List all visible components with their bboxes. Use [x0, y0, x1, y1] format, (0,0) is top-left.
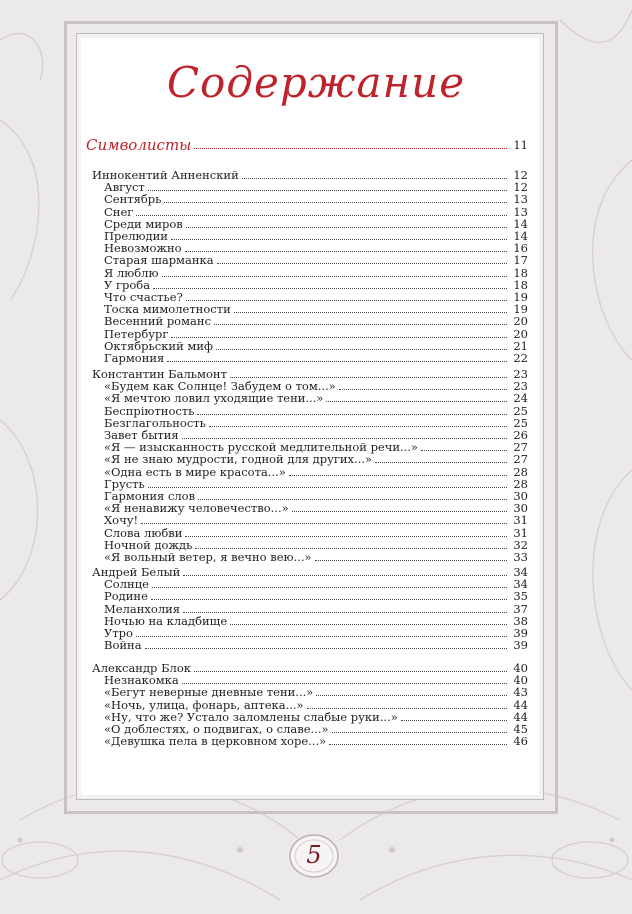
toc-entry-page: 13 [513, 192, 528, 207]
dot-leader [216, 349, 507, 350]
toc-entry[interactable] [104, 551, 528, 564]
toc-entry-page: 27 [513, 440, 528, 455]
toc-entry-page: 16 [513, 241, 528, 256]
toc-section-page: 11 [513, 138, 528, 152]
toc-author-page: 40 [513, 661, 528, 675]
toc-entry-page: 40 [513, 673, 528, 688]
dot-leader [136, 215, 507, 216]
dot-leader [153, 288, 507, 289]
toc-entry-label: Весенний романс [104, 314, 212, 329]
toc-entry-page: 21 [513, 338, 528, 353]
toc-entry-page: 46 [513, 734, 528, 749]
toc-entry-page: 22 [513, 351, 528, 365]
toc-entry-label: «Бегут неверные дневные тени...» [104, 685, 314, 700]
dot-leader [339, 389, 507, 390]
toc-entry-page: 39 [513, 626, 528, 640]
dot-leader [186, 300, 507, 301]
toc-entry-label: Хочу! [104, 513, 139, 528]
toc-entry-label: «Ну, что же? Устало заломлены слабые руки...» [104, 709, 398, 724]
toc-entry-label: Невозможно [104, 241, 182, 256]
toc-entry-label: Утро [104, 626, 133, 640]
toc-entry-page: 13 [513, 204, 528, 219]
dot-leader [185, 251, 507, 252]
toc-entry-page: 19 [513, 290, 528, 304]
toc-entry-label: У гроба [104, 277, 151, 292]
dot-leader [145, 648, 507, 649]
toc-section[interactable] [86, 136, 528, 154]
toc-entry-label: Ночью на кладбище [104, 613, 228, 628]
toc-entry[interactable] [104, 502, 528, 515]
toc-entry-page: 43 [513, 685, 528, 700]
toc-entry-label: Безглагольность [104, 415, 206, 430]
toc-entry-page: 34 [513, 577, 528, 592]
dot-leader [183, 612, 507, 613]
toc-author-label: Александр Блок [92, 661, 191, 675]
dot-leader [152, 587, 507, 588]
dot-leader [197, 414, 507, 415]
toc-entry-label: Родине [104, 589, 148, 604]
toc-entry-page: 14 [513, 229, 528, 243]
toc-entry-label: Солнце [104, 577, 149, 592]
toc-entry-page: 23 [513, 379, 528, 394]
toc-entry[interactable] [104, 627, 528, 640]
dot-leader [162, 276, 507, 277]
toc-entry-label: «Одна есть в мире красота...» [104, 464, 286, 479]
toc-entry[interactable] [104, 254, 528, 267]
toc-entry-label: Среди миров [104, 216, 183, 231]
toc-entry-label: «Я ненавижу человечество...» [104, 501, 289, 516]
toc-entry-label: Август [104, 180, 145, 195]
toc-entry-label: Беспріютность [104, 403, 195, 418]
toc-entry-page: 17 [513, 253, 528, 268]
dot-leader [186, 227, 507, 228]
toc-entry-label: «Я мечтою ловил уходящие тени...» [104, 391, 324, 406]
toc-entry-page: 18 [513, 277, 528, 292]
toc-entry-page: 25 [513, 415, 528, 430]
toc-entry-page: 28 [513, 476, 528, 491]
dot-leader [136, 636, 507, 637]
toc-entry-page: 38 [513, 613, 528, 628]
toc-entry-label: Тоска мимолетности [104, 302, 231, 317]
dot-leader [217, 263, 507, 264]
toc-entry-page: 45 [513, 722, 528, 736]
toc-entry[interactable] [104, 340, 528, 353]
page-number-badge [288, 832, 340, 880]
toc-entry-page: 18 [513, 265, 528, 280]
toc-entry-label: «Я вольный ветер, я вечно вею...» [104, 550, 312, 564]
dot-leader [167, 361, 507, 362]
toc-author-label: Константин Бальмонт [92, 367, 227, 381]
toc-entry[interactable] [104, 352, 528, 365]
dot-leader [307, 708, 507, 709]
dot-leader [209, 426, 507, 427]
toc-author[interactable] [92, 566, 528, 579]
toc-author-page: 12 [513, 168, 528, 182]
toc-author-page: 23 [513, 367, 528, 381]
toc-entry[interactable] [104, 181, 528, 194]
dot-leader [194, 671, 507, 672]
toc-entry-label: Снег [104, 204, 134, 219]
toc-entry-label: Петербург [104, 326, 169, 341]
toc-entry[interactable] [104, 267, 528, 280]
toc-author-label: Андрей Белый [92, 565, 181, 579]
toc-entry-label: Грусть [104, 476, 145, 491]
toc-entry-page: 39 [513, 638, 528, 653]
toc-entry-label: «Я не знаю мудрости, годной для других...» [104, 452, 373, 467]
toc-entry-label: Октябрьский миф [104, 338, 214, 353]
toc-entry[interactable] [104, 735, 528, 748]
dot-leader [164, 202, 507, 203]
dot-leader [151, 599, 507, 600]
dot-leader [171, 239, 507, 240]
toc-entry-page: 35 [513, 589, 528, 604]
dot-leader [185, 536, 507, 537]
dot-leader [148, 190, 507, 191]
toc-entry-label: Сентябрь [104, 192, 162, 207]
toc-entry-page: 31 [513, 513, 528, 528]
toc-entry-page: 44 [513, 697, 528, 712]
dot-leader [234, 312, 507, 313]
toc-entry-page: 27 [513, 452, 528, 467]
dot-leader [214, 324, 507, 325]
dot-leader [315, 560, 507, 561]
toc-entry-page: 30 [513, 489, 528, 503]
dot-leader [198, 499, 507, 500]
toc-entry-page: 12 [513, 180, 528, 195]
toc-entry-page: 32 [513, 537, 528, 552]
toc-entry-label: Ночной дождь [104, 537, 193, 552]
dot-leader [182, 438, 507, 439]
toc-entry[interactable] [104, 639, 528, 652]
dot-leader [171, 337, 507, 338]
dot-leader [401, 720, 507, 721]
toc-entry-label: Слова любви [104, 525, 183, 540]
dot-leader [332, 732, 507, 733]
toc-author-label: Иннокентий Анненский [92, 168, 239, 182]
toc-entry-page: 33 [513, 550, 528, 564]
dot-leader [230, 624, 507, 625]
dot-leader [375, 462, 507, 463]
toc-entry-label: Война [104, 638, 142, 653]
dot-leader [326, 401, 507, 402]
toc-entry-label: Что счастье? [104, 290, 183, 304]
toc-entry-label: Незнакомка [104, 673, 179, 688]
dot-leader [194, 148, 507, 149]
page-title: Содержание [166, 58, 466, 107]
toc-entry[interactable] [104, 193, 528, 206]
toc-entry-label: «О доблестях, о подвигах, о славе...» [104, 722, 329, 736]
toc-entry-label: Я люблю [104, 265, 159, 280]
toc-entry-page: 44 [513, 709, 528, 724]
toc-entry-page: 24 [513, 391, 528, 406]
toc-author-page: 34 [513, 565, 528, 579]
dot-leader [329, 744, 507, 745]
toc-entry-page: 26 [513, 428, 528, 442]
dot-leader [182, 683, 507, 684]
toc-entry-label: Гармония [104, 351, 165, 365]
toc-entry-label: «Я — изысканность русской медлительной речи...» [104, 440, 419, 455]
dot-leader [141, 523, 507, 524]
dot-leader [289, 475, 507, 476]
dot-leader [292, 511, 507, 512]
toc-entry-label: Прелюдии [104, 229, 168, 243]
dot-leader [421, 450, 507, 451]
dot-leader [195, 548, 507, 549]
toc-entry-page: 19 [513, 302, 528, 317]
dot-leader [183, 575, 507, 576]
toc-entry[interactable] [104, 615, 528, 628]
toc-entry[interactable] [104, 466, 528, 479]
toc-entry-label: Меланхолия [104, 601, 181, 616]
dot-leader [148, 487, 507, 488]
toc-entry[interactable] [104, 578, 528, 591]
toc-entry-page: 20 [513, 326, 528, 341]
toc-entry-page: 20 [513, 314, 528, 329]
toc-entry-page: 37 [513, 601, 528, 616]
toc-entry-page: 14 [513, 216, 528, 231]
toc-author[interactable] [92, 169, 528, 182]
toc-entry-label: «Девушка пела в церковном хоре...» [104, 734, 327, 749]
toc-entry-label: «Ночь, улица, фонарь, аптека...» [104, 697, 304, 712]
toc-entry-page: 25 [513, 403, 528, 418]
dot-leader [316, 695, 507, 696]
toc-entry-page: 31 [513, 525, 528, 540]
toc-entry-label: Старая шарманка [104, 253, 214, 268]
toc-entry-label: Завет бытия [104, 428, 179, 442]
toc-entry-page: 30 [513, 501, 528, 516]
toc-entry-page: 28 [513, 464, 528, 479]
page-number: 5 [306, 841, 322, 869]
toc-section-label: Символисты [86, 136, 192, 154]
toc-entry-label: Гармония слов [104, 489, 196, 503]
toc-entry-label: «Будем как Солнце! Забудем о том...» [104, 379, 336, 394]
dot-leader [230, 377, 507, 378]
dot-leader [242, 178, 507, 179]
